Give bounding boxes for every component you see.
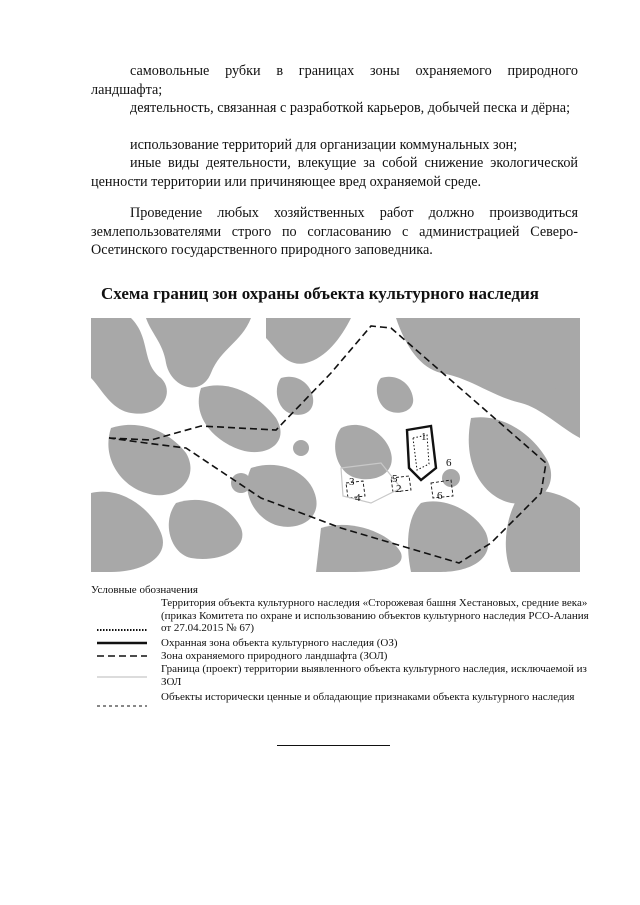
legend-text-excluded: Граница (проект) территории выявленного объекта культурного наследия, исключаемой из ЗОЛ bbox=[161, 663, 587, 688]
legend-text-zol: Зона охраняемого природного ландшафта (ЗОЛ) bbox=[161, 650, 388, 662]
map-canvas bbox=[91, 318, 580, 572]
fine-dashed-line-icon bbox=[97, 701, 147, 711]
map-label-3: 3 bbox=[349, 476, 355, 488]
schema-title: Схема границ зон охраны объекта культурного наследия bbox=[101, 284, 539, 303]
thick-line-icon bbox=[97, 638, 147, 648]
dashed-line-icon bbox=[97, 651, 147, 661]
legend-text-historic: Объекты исторически ценные и обладающие признаками объекта культурного наследия bbox=[161, 691, 575, 703]
paragraph-quarrying: деятельность, связанная с разработкой карьеров, добычей песка и дёрна; bbox=[130, 100, 571, 116]
legend-text-oz: Охранная зона объекта культурного наследия (ОЗ) bbox=[161, 637, 398, 649]
map-label-2: 2 bbox=[396, 483, 402, 495]
paragraph-communal-zones: использование территорий для организации коммунальных зон; bbox=[130, 137, 518, 153]
map-label-6b: 6 bbox=[437, 490, 443, 502]
legend-title: Условные обозначения bbox=[91, 584, 198, 596]
map-label-1: 1 bbox=[421, 431, 427, 443]
legend-text-territory: Территория объекта культурного наследия «Сторожевая башня Хестановых, средние века» (приказ Комитета по охране и использованию объектов культурного наследия РСО-Алания от 27.04.2015 № 67) bbox=[161, 597, 589, 634]
closing-rule bbox=[277, 745, 390, 746]
paragraph-other-activities: иные виды деятельности, влекущие за собой снижение экологической ценности территории или причиняющее вред охраняемой среде. bbox=[91, 155, 578, 190]
paragraph-coordination: Проведение любых хозяйственных работ должно производиться землепользователями строго по согласованию с администрацией Северо-Осетинского государственного природного заповедника. bbox=[91, 205, 578, 258]
map-label-5: 5 bbox=[392, 473, 398, 485]
thin-line-icon bbox=[97, 672, 147, 682]
dotted-line-icon bbox=[97, 625, 147, 635]
protection-zones-map bbox=[91, 318, 580, 572]
paragraph-illegal-logging: самовольные рубки в границах зоны охраняемого природного ландшафта; bbox=[91, 63, 578, 98]
map-label-4: 4 bbox=[355, 492, 361, 504]
map-label-6a: 6 bbox=[446, 457, 452, 469]
